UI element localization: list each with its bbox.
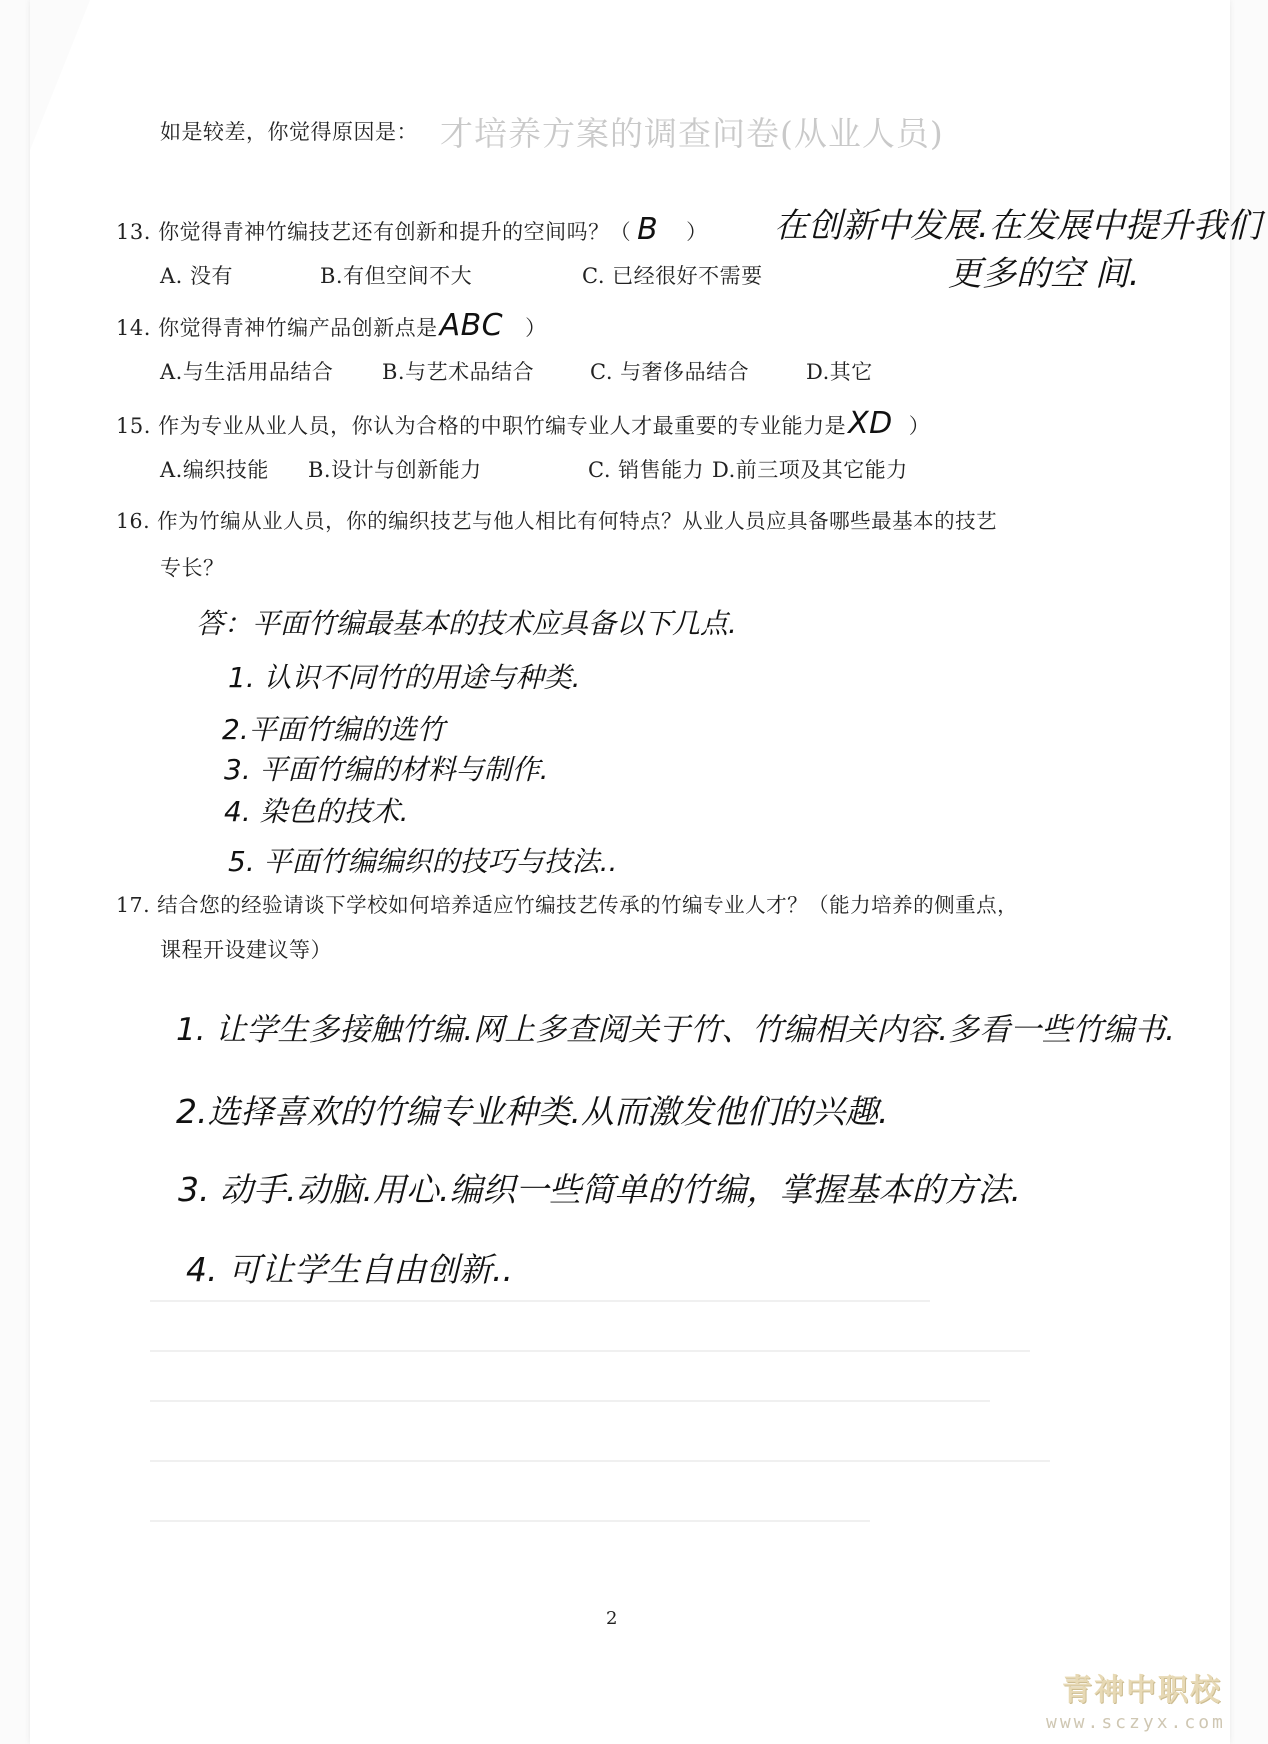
- question-15-close: ）: [908, 414, 931, 438]
- question-15-options: [160, 454, 908, 484]
- q13-option-c: C. 已经很好不需要: [582, 264, 763, 288]
- question-15-answer: XD: [848, 406, 893, 441]
- question-14-text: 14. 你觉得青神竹编产品创新点是: [116, 316, 438, 340]
- question-13-answer: B: [637, 212, 659, 247]
- q17-answer-4: 4. 可让学生自由创新..: [186, 1250, 513, 1289]
- question-13-note-line2: 更多的空 间.: [948, 254, 1140, 294]
- question-14: [116, 308, 547, 343]
- bleed-through-title: 才培养方案的调查问卷(从业人员): [440, 114, 944, 153]
- q17-answer-1: 1. 让学生多接触竹编.网上多查阅关于竹、竹编相关内容.多看一些竹编书.: [176, 1012, 1175, 1048]
- question-14-answer: ABC: [439, 308, 504, 343]
- q16-answer-2: 2.平面竹编的选竹: [222, 713, 445, 746]
- folded-corner: [30, 0, 90, 150]
- question-17-line2: 课程开设建议等）: [160, 938, 332, 962]
- question-17-line1: 17. 结合您的经验请谈下学校如何培养适应竹编技艺传承的竹编专业人才？（能力培养的侧重点，: [116, 893, 1019, 917]
- q16-answer-3: 3. 平面竹编的材料与制作.: [224, 753, 549, 786]
- q13-option-b: B.有但空间不大: [320, 264, 473, 288]
- watermark-url: www.sczyx.com: [1046, 1712, 1226, 1733]
- q17-answer-3: 3. 动手.动脑.用心.编织一些简单的竹编，掌握基本的方法.: [178, 1170, 1021, 1209]
- q14-option-c: C. 与奢侈品结合: [590, 360, 750, 384]
- watermark-logo: 青神中职校: [1062, 1673, 1222, 1708]
- question-14-options: [160, 356, 873, 386]
- question-16-answer-head: 答：平面竹编最基本的技术应具备以下几点.: [196, 607, 737, 640]
- question-14-close: ）: [525, 316, 547, 340]
- q15-option-c: C. 销售能力: [588, 458, 705, 482]
- question-15: [116, 406, 930, 441]
- q16-answer-4: 4. 染色的技术.: [224, 795, 409, 828]
- q17-answer-2: 2.选择喜欢的竹编专业种类.从而激发他们的兴趣.: [176, 1092, 889, 1131]
- intro-line: 如是较差，你觉得原因是：: [160, 120, 418, 144]
- q14-option-a: A.与生活用品结合: [160, 360, 334, 384]
- q15-option-b: B.设计与创新能力: [308, 458, 482, 482]
- q15-option-d: D.前三项及其它能力: [712, 458, 908, 482]
- q14-option-b: B.与艺术品结合: [382, 360, 535, 384]
- question-13-options: [160, 260, 763, 290]
- q15-option-a: A.编织技能: [160, 458, 269, 482]
- question-13-close: ）: [686, 220, 708, 244]
- question-13-note-line1: 在创新中发展.在发展中提升我们: [774, 206, 1261, 246]
- question-16-line2: 专长？: [160, 556, 225, 580]
- question-13: [116, 212, 708, 247]
- q13-option-a: A. 没有: [160, 264, 234, 288]
- question-15-text: 15. 作为专业从业人员，你认为合格的中职竹编专业人才最重要的专业能力是: [116, 414, 847, 438]
- q14-option-d: D.其它: [806, 360, 873, 384]
- q16-answer-5: 5. 平面竹编编织的技巧与技法..: [228, 845, 618, 878]
- q16-answer-1: 1. 认识不同竹的用途与种类.: [228, 661, 581, 694]
- question-16-line1: 16. 作为竹编从业人员，你的编织技艺与他人相比有何特点？从业人员应具备哪些最基本的技艺: [116, 509, 998, 533]
- page-number: 2: [606, 1608, 618, 1629]
- question-13-text: 13. 你觉得青神竹编技艺还有创新和提升的空间吗？（: [116, 220, 632, 244]
